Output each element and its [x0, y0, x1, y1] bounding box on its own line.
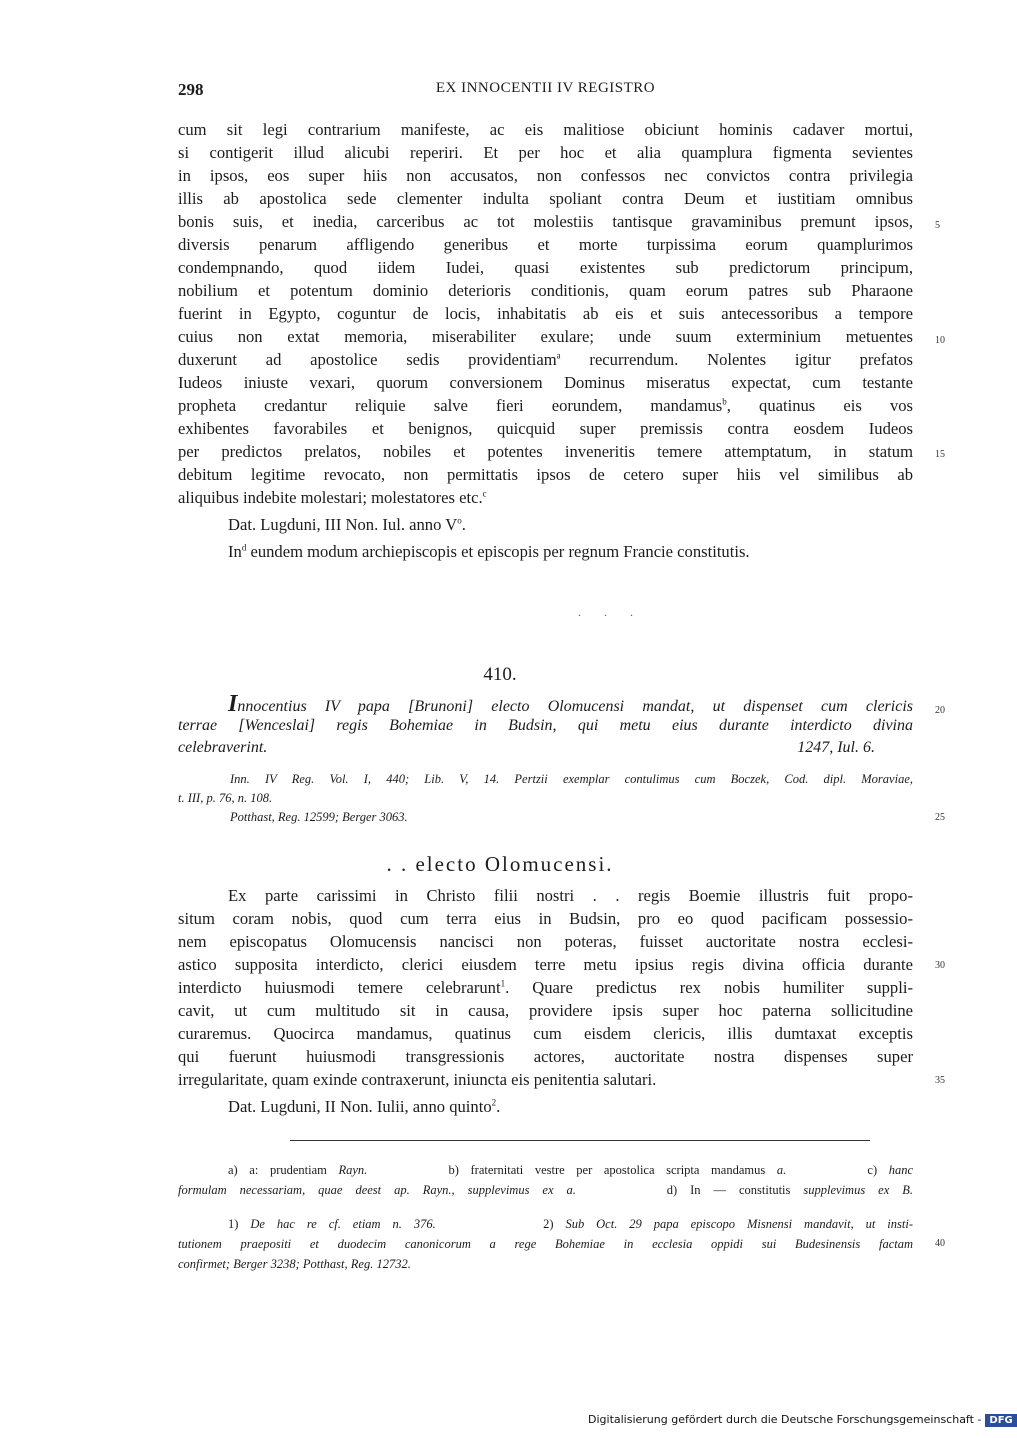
text-line: interdicto huiusmodi temere celebrarunt$^1$. Quare predictus rex nobis humiliter suppli- — [178, 978, 913, 997]
footnote-line: formulam necessariam, quae deest ap. Rayn., supplevimus ex a. d) In — constitutis supplevimus ex B. — [178, 1183, 914, 1197]
margin-line-number: 25 — [935, 812, 945, 823]
text-line: curaremus. Quocirca mandamus, quatinus cum eisdem clericis, illis dumtaxat exceptis — [178, 1024, 913, 1043]
text-line: in ipsos, eos super hiis non accusatos, non confessos nec convictos contra privilegia — [178, 166, 913, 185]
text-line: condempnando, quod iidem Iudei, quasi existentes sub predictorum principum, — [178, 258, 913, 277]
margin-line-number: 15 — [935, 449, 945, 460]
in-eundem-line: In$^d$ eundem modum archiepiscopis et episcopis per regnum Francie constitutis. — [228, 542, 750, 561]
date-line: Dat. Lugduni, III Non. Iul. anno $V^o$. — [228, 515, 466, 534]
text-line: Iudeos iniuste vexari, quorum conversionem Dominus miseratus expectat, cum testante — [178, 373, 913, 392]
source-line: t. III, p. 76, n. 108. — [178, 791, 273, 805]
text-line: aliquibus indebite molestari; molestatores etc.$^c$ — [178, 488, 487, 507]
regest — [178, 693, 913, 759]
text-line: exhibentes favorabiles et benignos, quicquid super premissis contra eosdem Iudeos — [178, 419, 913, 438]
footnote-marker: b — [722, 396, 727, 407]
margin-line-number: 30 — [935, 960, 945, 971]
section-separator: . . . — [578, 605, 643, 619]
address-line: . . electo Olomucensi. — [386, 852, 614, 876]
margin-line-number: 40 — [935, 1238, 945, 1249]
source-notes — [178, 770, 913, 827]
footnote-marker: c — [482, 488, 487, 499]
page-header — [178, 80, 913, 104]
text-line: fuerint in Egypto, coguntur de locis, inhabitatis ab eis et suis antecessoribus a tempore — [178, 304, 913, 323]
text-line: bonis suis, et inedia, carceribus ac tot molestiis tantisque gravaminibus premunt ipsos, — [178, 212, 913, 231]
footnote-marker: 2 — [491, 1097, 497, 1108]
footer-text: Digitalisierung gefördert durch die Deutsche Forschungsgemeinschaft - — [588, 1413, 982, 1426]
text-line: astico supposita interdicto, clerici eiusdem terre metu ipsius regis divina officia durante — [178, 955, 913, 974]
margin-line-number: 5 — [935, 220, 940, 231]
text-line: nem episcopatus Olomucensis nancisci non poteras, fuisset auctoritate nostra ecclesi- — [178, 932, 913, 951]
document-body — [178, 884, 913, 1118]
footnote-line: confirmet; Berger 3238; Potthast, Reg. 12732. — [178, 1257, 411, 1271]
running-title: EX INNOCENTII IV REGISTRO — [435, 80, 656, 96]
margin-line-number: 10 — [935, 335, 945, 346]
footnote-line: tutionem praepositi et duodecim canonicorum a rege Bohemiae in ecclesia oppidi sui Budesinensis factam — [178, 1237, 913, 1251]
text-line: diversis penarum affligendo generibus et morte turpissima eorum quamplurimos — [178, 235, 913, 254]
footnote-line: a) a: prudentiam Rayn. b) fraternitati vestre per apostolica scripta mandamus a. c) hanc — [228, 1163, 914, 1177]
margin-line-number: 20 — [935, 705, 945, 716]
text-line: illis ab apostolica sede clementer indulta spoliant contra Deum et iustitiam omnibus — [178, 189, 913, 208]
regest-line: terrae [Wenceslai] regis Bohemiae in Budsin, qui metu eius durante interdicto divina — [178, 717, 913, 734]
text-line: situm coram nobis, quod cum terra eius in Budsin, pro eo quod pacificam possessio- — [178, 909, 913, 928]
dfg-footer — [588, 1413, 1017, 1427]
dfg-logo: DFG — [985, 1414, 1016, 1427]
footnote-marker: 1 — [500, 978, 506, 989]
date-line: Dat. Lugduni, II Non. Iulii, anno quinto$^2$. — [228, 1097, 501, 1116]
text-line: Ex parte carissimi in Christo filii nostri . . regis Boemie illustris fuit propo- — [228, 886, 913, 905]
text-line: debitum legitime revocato, non permittatis ipsos de cetero super hiis vel similibus ab — [178, 465, 913, 484]
footnote-rule — [290, 1140, 870, 1141]
source-line: Inn. IV Reg. Vol. I, 440; Lib. V, 14. Pertzii exemplar contulimus cum Boczek, Cod. dipl. Moraviae, — [230, 772, 913, 786]
regest-date: 1247, Iul. 6. — [797, 739, 875, 756]
regest-line: Innocentius IV papa [Brunoni] electo Olomucensi mandat, ut dispenset cum clericis — [228, 691, 913, 717]
text-line: cum sit legi contrarium manifeste, ac eis malitiose obiciunt hominis cadaver mortui, — [178, 120, 913, 139]
text-line: propheta credantur reliquie salve fieri eorundem, mandamus$^b$, quatinus eis vos — [178, 396, 914, 415]
text-line: irregularitate, quam exinde contraxerunt, iniuncta eis penitentia salutari. — [178, 1070, 657, 1089]
text-line: per predictos prelatos, nobiles et potentes inveneritis temere attemptatum, in statum — [178, 442, 913, 461]
source-line: Potthast, Reg. 12599; Berger 3063. — [230, 810, 408, 824]
top-text — [178, 118, 913, 563]
text-line: cuius non extat memoria, miserabiliter exulare; unde suum exterminium metuentes — [178, 327, 913, 346]
footnote-marker: d — [241, 542, 247, 553]
apparatus-notes — [178, 1160, 913, 1200]
footnote-line: 1) De hac re cf. etiam n. 376. 2) Sub Oct. 29 papa episcopo Misnensi mandavit, ut insti- — [228, 1217, 913, 1231]
historical-notes — [178, 1214, 913, 1274]
footnote-marker: a — [556, 350, 561, 361]
text-line: si contigerit illud alicubi reperiri. Et per hoc et alia quamplura figmenta sevientes — [178, 143, 913, 162]
text-line: duxerunt ad apostolice sedis providentiam$^a$ recurrendum. Nolentes igitur prefatos — [178, 350, 914, 369]
text-line: nobilium et potentum dominio deterioris conditionis, quam eorum patres sub Pharaone — [178, 281, 913, 300]
text-line: qui fuerunt huiusmodi transgressionis actores, auctoritate nostra dispenses super — [178, 1047, 913, 1066]
page-number: 298 — [178, 80, 204, 99]
regest-line: celebraverint. 1247, Iul. 6. — [178, 737, 913, 759]
document-number: 410. — [483, 664, 517, 685]
text-line: cavit, ut cum multitudo sit in causa, providere ipsis super hoc paterna sollicitudine — [178, 1001, 913, 1020]
margin-line-number: 35 — [935, 1075, 945, 1086]
